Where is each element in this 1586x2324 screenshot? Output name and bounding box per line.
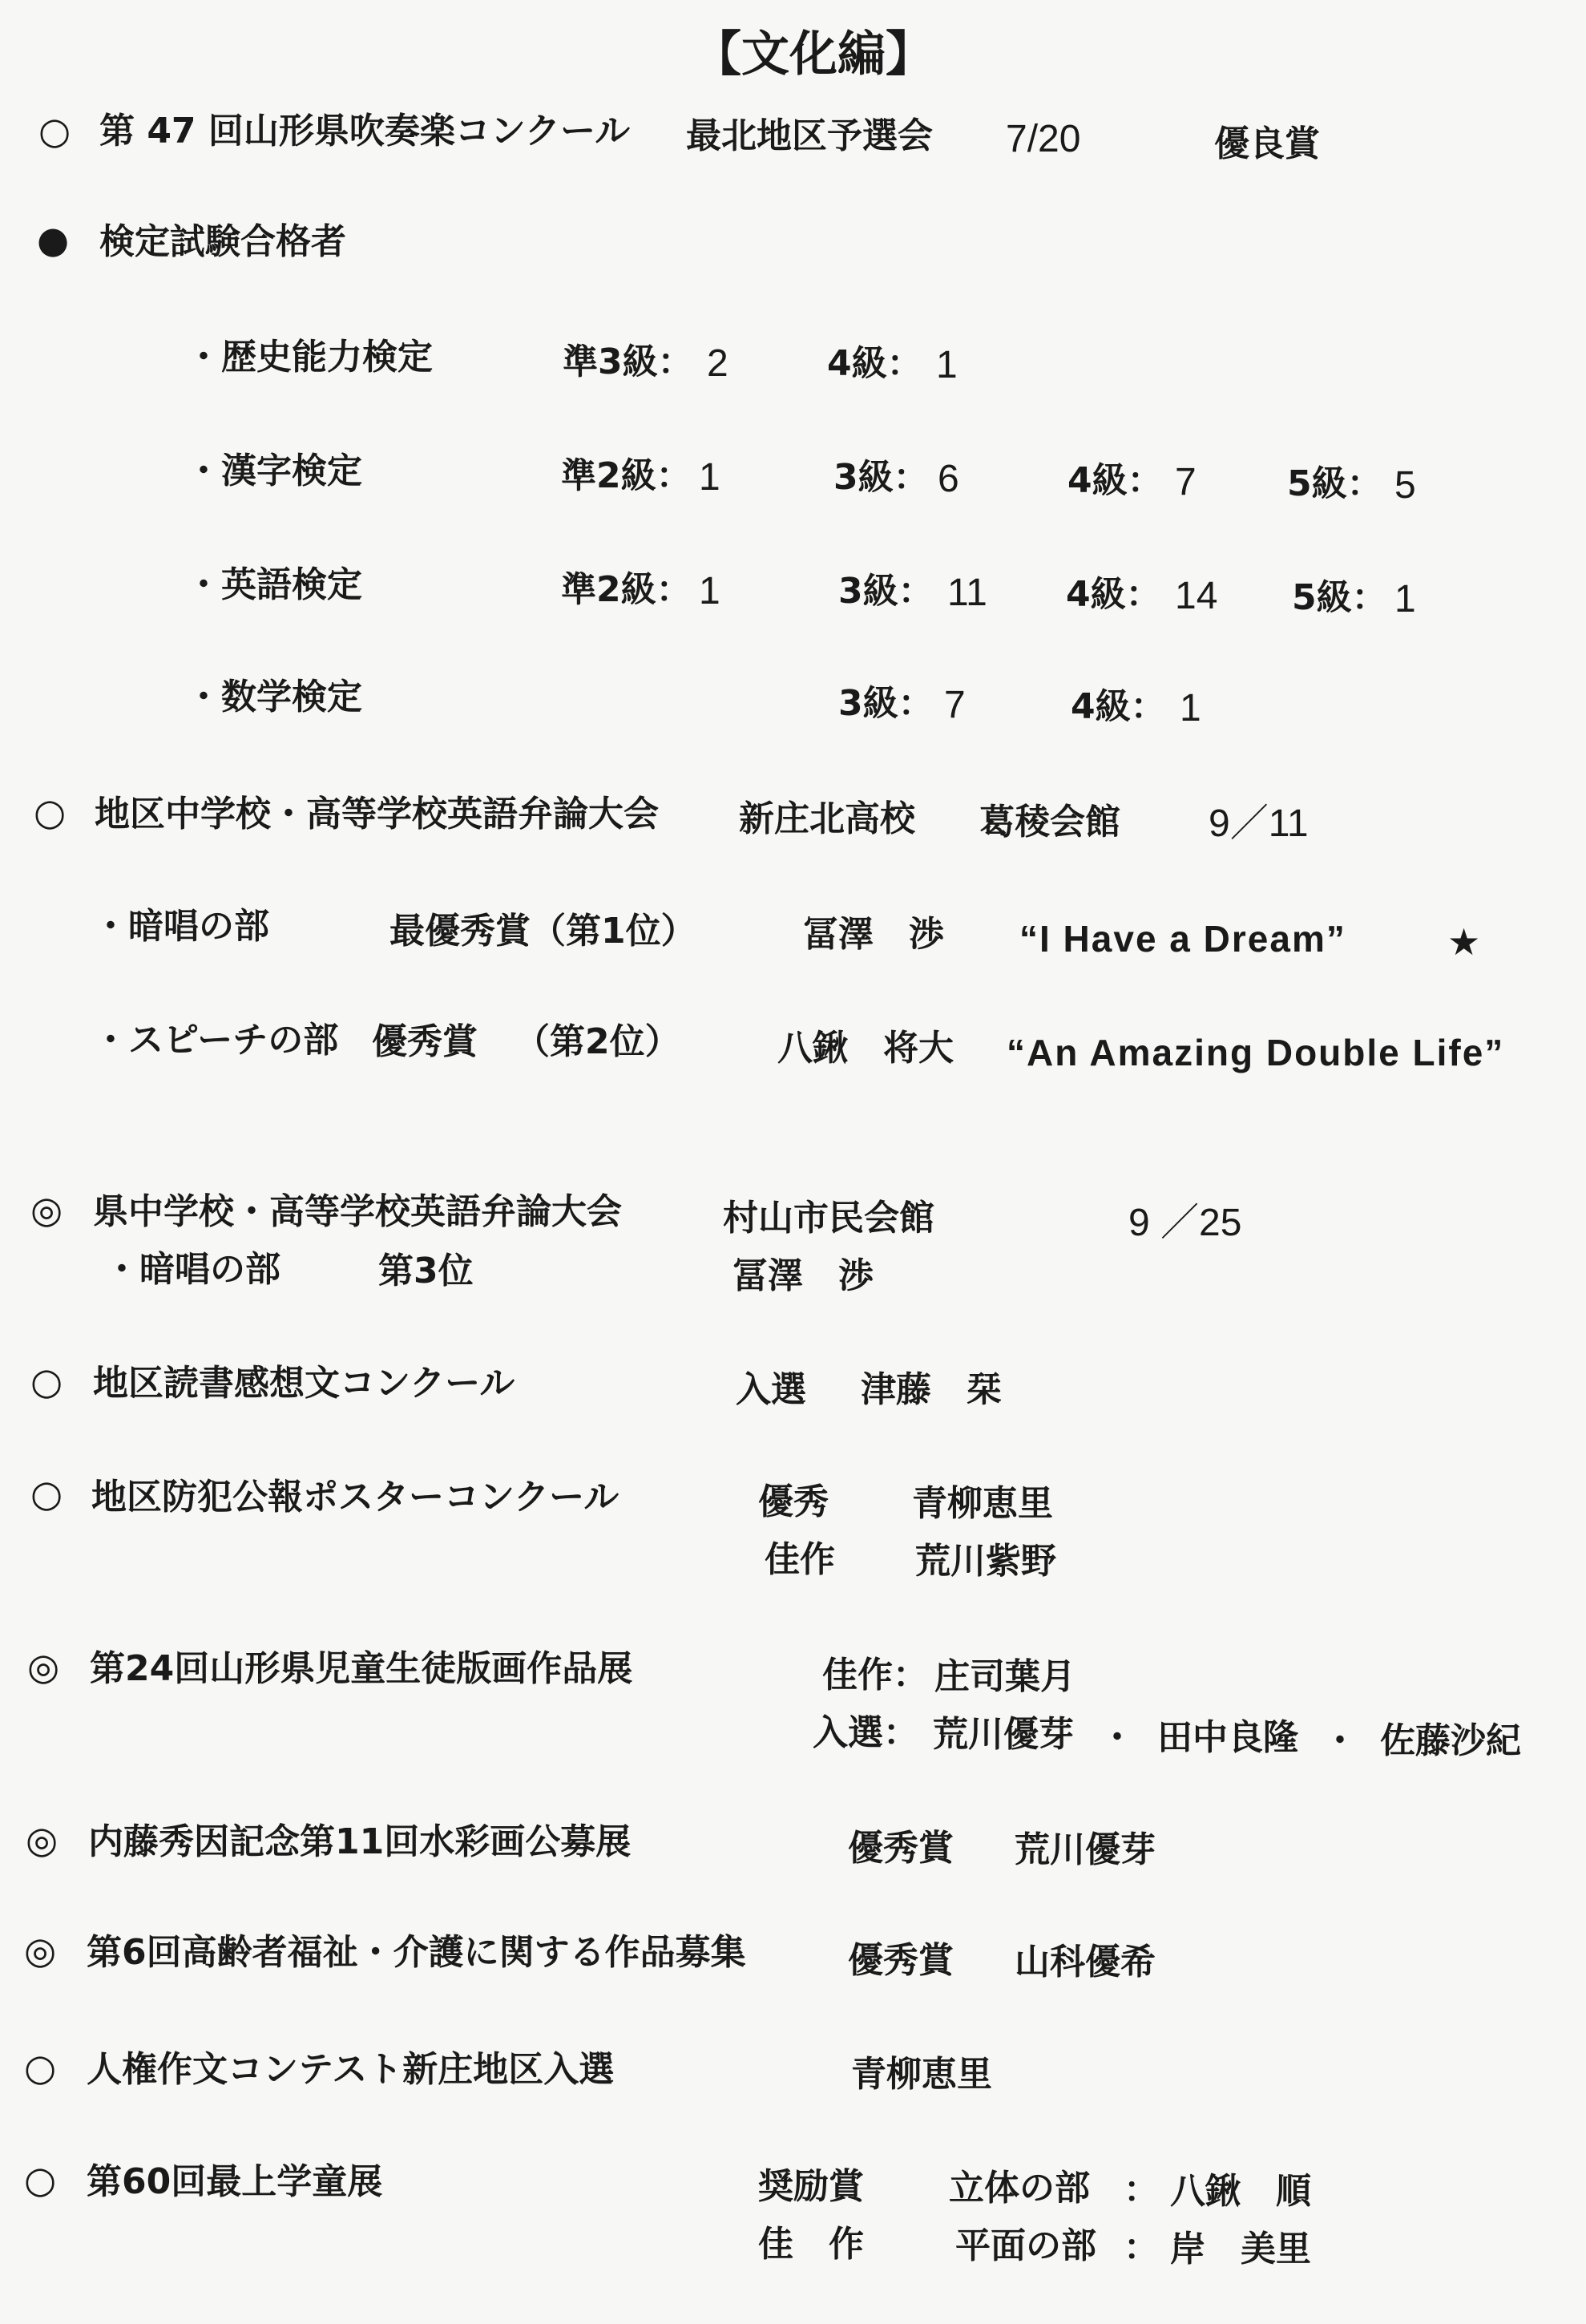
award: 優秀賞 (848, 1940, 954, 1981)
award: 佳 作 (758, 2224, 864, 2265)
person-name: 佐藤沙紀 (1380, 1720, 1521, 1761)
page-title: 【文化編】 (693, 26, 934, 83)
award: 佳作： (822, 1655, 928, 1696)
event-name: 人権作文コンテスト新庄地区入選 (87, 2049, 615, 2090)
open-circle-icon: ○ (38, 109, 71, 152)
award: 優秀賞 (848, 1828, 954, 1869)
exam-label: ・歴史能力検定 (186, 337, 433, 378)
event-date: 9 ／25 (1128, 1202, 1242, 1244)
grade-label: 3級： (833, 457, 929, 498)
venue: 葛稜会館 (979, 802, 1120, 843)
grade-label: 準2級： (561, 455, 692, 496)
double-circle-icon: ◎ (30, 1188, 63, 1231)
host-school: 新庄北高校 (739, 798, 915, 839)
event-subtitle: 最北地区予選会 (686, 115, 933, 156)
person-name: 八鍬 将大 (777, 1028, 954, 1069)
separator-dot: ・ (1100, 1717, 1135, 1758)
event-name: 地区中学校・高等学校英語弁論大会 (95, 794, 659, 835)
person-name: 庄司葉月 (934, 1656, 1075, 1697)
exam-label: ・数学検定 (186, 677, 362, 717)
grade-count: 7 (944, 684, 966, 726)
star-icon: ★ (1447, 920, 1481, 964)
person-name: 青柳恵里 (912, 1483, 1053, 1524)
award: 優秀 (758, 1481, 829, 1522)
grade-count: 1 (699, 456, 720, 499)
event-name: 地区防犯公報ポスターコンクール (91, 1477, 619, 1518)
grade-count: 6 (938, 458, 959, 500)
award: 最優秀賞（第1位） (389, 911, 696, 952)
award: 佳作 (765, 1539, 835, 1580)
division-label: 平面の部 (955, 2225, 1096, 2266)
division-label: ・暗唱の部 (104, 1249, 280, 1290)
award: 優良賞 (1214, 123, 1320, 164)
speech-title: “An Amazing Double Life” (1007, 1032, 1505, 1073)
person-name: 山科優希 (1015, 1942, 1156, 1982)
grade-label: 準2級： (561, 569, 692, 610)
section-heading: 検定試験合格者 (99, 221, 346, 262)
grade-label: 準3級： (563, 342, 693, 382)
person-name: 荒川優芽 (933, 1714, 1074, 1755)
grade-count: 1 (699, 570, 720, 612)
person-name: 八鍬 順 (1170, 2171, 1311, 2212)
grade-label: 5級： (1292, 577, 1387, 618)
person-name: 荒川紫野 (915, 1541, 1056, 1582)
award-place: 第3位 (378, 1251, 474, 1291)
award: 入選： (813, 1712, 918, 1753)
filled-circle-icon: ● (37, 218, 70, 261)
event-name: 第6回高齢者福祉・介護に関する作品募集 (87, 1932, 746, 1973)
award: 優秀賞 (372, 1021, 478, 1062)
grade-count: 1 (936, 344, 958, 386)
open-circle-icon: ○ (24, 2158, 57, 2201)
grade-count: 14 (1175, 575, 1218, 617)
person-name: 冨澤 渉 (803, 914, 944, 955)
grade-label: 4級： (1066, 574, 1161, 615)
open-circle-icon: ○ (30, 1360, 63, 1403)
person-name: 津藤 栞 (861, 1369, 1002, 1410)
event-name: 第24回山形県児童生徒版画作品展 (90, 1648, 633, 1689)
colon: ： (1124, 2227, 1159, 2268)
colon: ： (1124, 2169, 1159, 2210)
event-name: 内藤秀因記念第11回水彩画公募展 (88, 1821, 632, 1862)
grade-label: 4級： (1071, 686, 1166, 727)
event-name: 第60回最上学童展 (87, 2161, 383, 2202)
grade-count: 2 (707, 342, 728, 385)
award: 奨励賞 (758, 2166, 864, 2207)
person-name: 冨澤 渉 (732, 1255, 874, 1296)
double-circle-icon: ◎ (26, 1818, 59, 1861)
award: 入選 (736, 1369, 806, 1410)
grade-label: 4級： (1067, 460, 1163, 501)
award-place: （第2位） (515, 1021, 680, 1062)
division-label: 立体の部 (949, 2168, 1090, 2209)
event-name: 第 47 回山形県吹奏楽コンクール (99, 111, 631, 152)
grade-label: 3級： (838, 571, 934, 612)
open-circle-icon: ○ (30, 1472, 63, 1515)
double-circle-icon: ◎ (24, 1929, 57, 1972)
exam-label: ・漢字検定 (186, 451, 362, 491)
grade-count: 1 (1180, 687, 1201, 730)
event-name: 地区読書感想文コンクール (93, 1363, 515, 1404)
event-date: 7/20 (1006, 118, 1081, 160)
grade-label: 5級： (1287, 463, 1382, 504)
grade-label: 4級： (827, 343, 922, 384)
grade-count: 5 (1394, 464, 1416, 507)
event-name: 県中学校・高等学校英語弁論大会 (93, 1191, 622, 1232)
open-circle-icon: ○ (24, 2046, 57, 2089)
speech-title: “I Have a Dream” (1019, 918, 1346, 960)
exam-label: ・英語検定 (186, 564, 362, 605)
grade-count: 7 (1175, 461, 1197, 503)
person-name: 岸 美里 (1170, 2229, 1311, 2269)
person-name: 田中良隆 (1157, 1717, 1298, 1758)
venue: 村山市民会館 (723, 1198, 934, 1239)
open-circle-icon: ○ (34, 790, 67, 834)
person-name: 青柳恵里 (851, 2054, 992, 2095)
grade-count: 11 (947, 572, 987, 614)
division-label: ・暗唱の部 (93, 906, 269, 947)
person-name: 荒川優芽 (1015, 1829, 1156, 1870)
division-label: ・スピーチの部 (93, 1020, 339, 1061)
event-date: 9／11 (1209, 802, 1309, 845)
double-circle-icon: ◎ (27, 1645, 60, 1688)
grade-label: 3級： (838, 683, 934, 724)
grade-count: 1 (1394, 578, 1416, 620)
separator-dot: ・ (1322, 1720, 1358, 1761)
